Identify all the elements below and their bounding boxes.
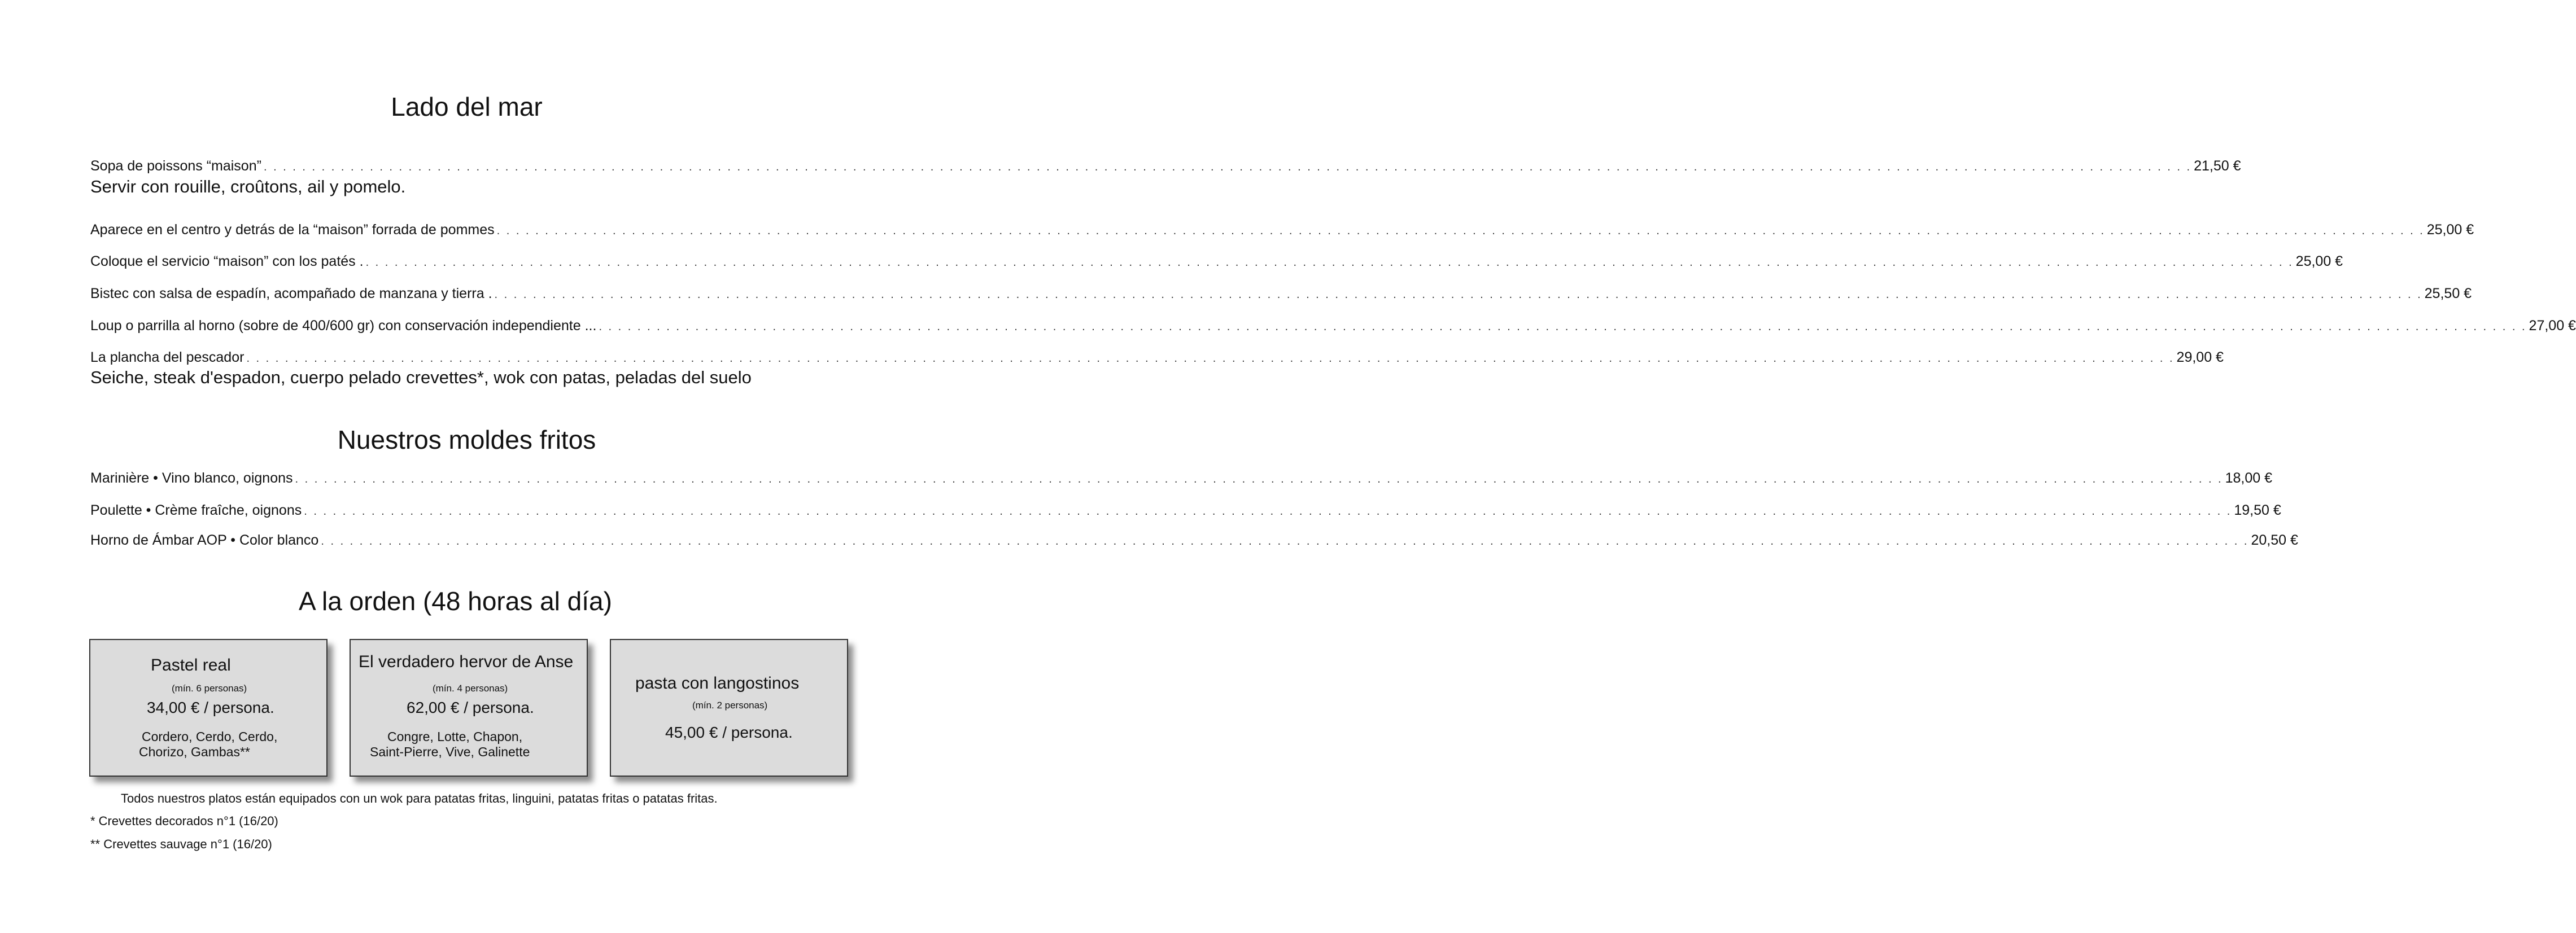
menu-item-price: 29,00 € bbox=[2176, 349, 2224, 365]
menu-item-price: 18,00 € bbox=[2225, 470, 2273, 486]
menu-item-poulette bbox=[90, 501, 2281, 520]
dot-leader: . . . . . . . . . . . . . . . . . . . . . . . . . . . . . . . . . . . . . . . . . . . . . . . . . . . . . . . . . . . . . . . . . . . . . . . . . . . . . . . . . . . . . . . . . . . . . . . . . . . . . . . . . . . . . . . . . . . . . . . . . . . . . . . . . . . . . . . . . . . . . . . . . . . . . . . . . . . . . . . . . . . . . . . . . . . . . . . . . . . . . . . . . . . . . . . . . . . . . . . . bbox=[263, 161, 2192, 173]
card-price: 62,00 € / persona. bbox=[407, 699, 534, 716]
menu-item-name: Loup o parrilla al horno (sobre de 400/600 gr) con conservación independiente ... bbox=[90, 318, 597, 334]
menu-item-name: Poulette • Crème fraîche, oignons bbox=[90, 502, 302, 518]
section-title-fried: Nuestros moldes fritos bbox=[337, 425, 596, 454]
menu-item-plancha bbox=[90, 348, 2224, 367]
card-minimum: (mín. 4 personas) bbox=[433, 683, 508, 694]
card-title: pasta con langostinos bbox=[635, 674, 800, 693]
dot-leader: . . . . . . . . . . . . . . . . . . . . . . . . . . . . . . . . . . . . . . . . . . . . . . . . . . . . . . . . . . . . . . . . . . . . . . . . . . . . . . . . . . . . . . . . . . . . . . . . . . . . . . . . . . . . . . . . . . . . . . . . . . . . . . . . . . . . . . . . . . . . . . . . . . . . . . . . . . . . . . . . . . . . . . . . . . . . . . . . . . . . . . . . . . . . . . . . . . . . . . . . bbox=[304, 505, 2232, 518]
menu-item-price: 25,00 € bbox=[2295, 253, 2343, 269]
dot-leader: . . . . . . . . . . . . . . . . . . . . . . . . . . . . . . . . . . . . . . . . . . . . . . . . . . . . . . . . . . . . . . . . . . . . . . . . . . . . . . . . . . . . . . . . . . . . . . . . . . . . . . . . . . . . . . . . . . . . . . . . . . . . . . . . . . . . . . . . . . . . . . . . . . . . . . . . . . . . . . . . . . . . . . . . . . . . . . . . . . . . . . . . . . . . . . . . . . . . . . . . bbox=[295, 473, 2223, 485]
card-ingredients-line-2: Saint-Pierre, Vive, Galinette bbox=[370, 744, 530, 759]
menu-item-description: Seiche, steak d'espadon, cuerpo pelado crevettes*, wok con patas, peladas del suelo bbox=[90, 367, 752, 387]
order-card-hervor-anse bbox=[350, 639, 588, 777]
dot-leader: . . . . . . . . . . . . . . . . . . . . . . . . . . . . . . . . . . . . . . . . . . . . . . . . . . . . . . . . . . . . . . . . . . . . . . . . . . . . . . . . . . . . . . . . . . . . . . . . . . . . . . . . . . . . . . . . . . . . . . . . . . . . . . . . . . . . . . . . . . . . . . . . . . . . . . . . . . . . . . . . . . . . . . . . . . . . . . . . . . . . . . . . . . . . . . . . . . . . . . . . bbox=[246, 352, 2175, 365]
menu-item-horno bbox=[90, 531, 2298, 550]
dot-leader: . . . . . . . . . . . . . . . . . . . . . . . . . . . . . . . . . . . . . . . . . . . . . . . . . . . . . . . . . . . . . . . . . . . . . . . . . . . . . . . . . . . . . . . . . . . . . . . . . . . . . . . . . . . . . . . . . . . . . . . . . . . . . . . . . . . . . . . . . . . . . . . . . . . . . . . . . . . . . . . . . . . . . . . . . . . . . . . . . . . . . . . . . . . . . . . . . . . . . . . . bbox=[494, 288, 2422, 301]
menu-item-price: 20,50 € bbox=[2251, 532, 2298, 548]
menu-item-description: Servir con rouille, croûtons, ail y pomelo. bbox=[90, 177, 406, 196]
menu-item-name: Aparece en el centro y detrás de la “maison” forrada de pommes bbox=[90, 222, 495, 238]
menu-item-loup bbox=[90, 316, 2576, 335]
menu-item-price: 25,00 € bbox=[2426, 222, 2474, 238]
menu-item-price: 21,50 € bbox=[2194, 158, 2241, 174]
garnish-note: Todos nuestros platos están equipados con un wok para patatas fritas, linguini, patatas fritas o patatas fritas. bbox=[121, 791, 718, 805]
menu-item-price: 19,50 € bbox=[2234, 502, 2281, 518]
card-ingredients-line-2: Chorizo, Gambas** bbox=[139, 744, 250, 759]
menu-item-name: Coloque el servicio “maison” con los patés . bbox=[90, 253, 364, 269]
card-price: 34,00 € / persona. bbox=[147, 699, 274, 716]
menu-item-price: 27,00 € bbox=[2529, 318, 2576, 334]
card-ingredients-line-1: Congre, Lotte, Chapon, bbox=[387, 729, 523, 744]
menu-item-name: Bistec con salsa de espadín, acompañado de manzana y tierra . bbox=[90, 286, 492, 301]
order-card-pastel-real bbox=[89, 639, 328, 777]
dot-leader: . . . . . . . . . . . . . . . . . . . . . . . . . . . . . . . . . . . . . . . . . . . . . . . . . . . . . . . . . . . . . . . . . . . . . . . . . . . . . . . . . . . . . . . . . . . . . . . . . . . . . . . . . . . . . . . . . . . . . . . . . . . . . . . . . . . . . . . . . . . . . . . . . . . . . . . . . . . . . . . . . . . . . . . . . . . . . . . . . . . . . . . . . . . . . . . . . . . . . . . . bbox=[496, 225, 2425, 237]
card-minimum: (mín. 6 personas) bbox=[172, 683, 247, 694]
footnote-2: ** Crevettes sauvage n°1 (16/20) bbox=[90, 837, 272, 851]
card-price: 45,00 € / persona. bbox=[665, 724, 793, 741]
menu-item-price: 25,50 € bbox=[2424, 286, 2472, 301]
dot-leader: . . . . . . . . . . . . . . . . . . . . . . . . . . . . . . . . . . . . . . . . . . . . . . . . . . . . . . . . . . . . . . . . . . . . . . . . . . . . . . . . . . . . . . . . . . . . . . . . . . . . . . . . . . . . . . . . . . . . . . . . . . . . . . . . . . . . . . . . . . . . . . . . . . . . . . . . . . . . . . . . . . . . . . . . . . . . . . . . . . . . . . . . . . . . . . . . . . . . . . . . bbox=[321, 535, 2249, 547]
menu-item-bistec bbox=[90, 284, 2472, 303]
menu-item-name: La plancha del pescador bbox=[90, 349, 244, 365]
menu-item-aparece bbox=[90, 220, 2474, 239]
menu-item-name: Horno de Ámbar AOP • Color blanco bbox=[90, 532, 319, 548]
footnote-1: * Crevettes decorados n°1 (16/20) bbox=[90, 814, 278, 828]
menu-item-name: Marinière • Vino blanco, oignons bbox=[90, 470, 293, 486]
section-title-order: A la orden (48 horas al día) bbox=[299, 586, 612, 616]
menu-item-name: Sopa de poissons “maison” bbox=[90, 158, 261, 174]
section-title-sea: Lado del mar bbox=[391, 92, 543, 121]
card-ingredients-line-1: Cordero, Cerdo, Cerdo, bbox=[142, 729, 278, 744]
dot-leader: . . . . . . . . . . . . . . . . . . . . . . . . . . . . . . . . . . . . . . . . . . . . . . . . . . . . . . . . . . . . . . . . . . . . . . . . . . . . . . . . . . . . . . . . . . . . . . . . . . . . . . . . . . . . . . . . . . . . . . . . . . . . . . . . . . . . . . . . . . . . . . . . . . . . . . . . . . . . . . . . . . . . . . . . . . . . . . . . . . . . . . . . . . . . . . . . . . . . . . . . bbox=[599, 321, 2527, 333]
menu-item-coloque bbox=[90, 252, 2343, 271]
menu-item-sopa bbox=[90, 156, 2241, 176]
card-minimum: (mín. 2 personas) bbox=[692, 700, 768, 711]
card-title: Pastel real bbox=[151, 656, 231, 674]
card-title: El verdadero hervor de Anse bbox=[359, 652, 574, 671]
menu-item-mariniere bbox=[90, 468, 2273, 488]
order-card-pasta-langostinos bbox=[610, 639, 848, 777]
dot-leader: . . . . . . . . . . . . . . . . . . . . . . . . . . . . . . . . . . . . . . . . . . . . . . . . . . . . . . . . . . . . . . . . . . . . . . . . . . . . . . . . . . . . . . . . . . . . . . . . . . . . . . . . . . . . . . . . . . . . . . . . . . . . . . . . . . . . . . . . . . . . . . . . . . . . . . . . . . . . . . . . . . . . . . . . . . . . . . . . . . . . . . . . . . . . . . . . . . . . . . . . bbox=[365, 256, 2294, 269]
